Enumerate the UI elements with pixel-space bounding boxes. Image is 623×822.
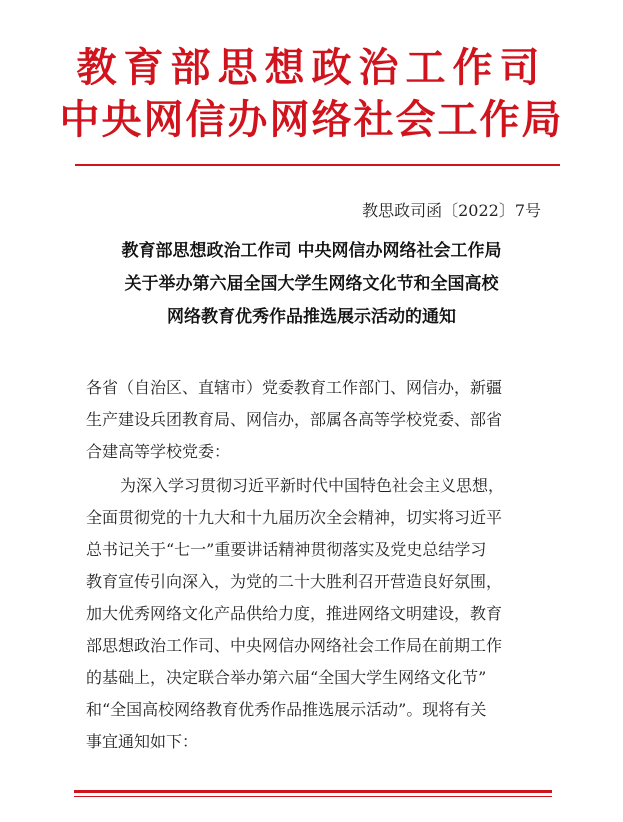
recipients-block <box>86 372 548 468</box>
paragraph-line: 的基础上，决定联合举办第六届“全国大学生网络文化节” <box>86 668 487 687</box>
paragraph-line: 部思想政治工作司、中央网信办网络社会工作局在前期工作 <box>86 636 503 655</box>
paragraph-line: 总书记关于“七一”重要讲话精神贯彻落实及党史总结学习 <box>86 540 487 559</box>
red-divider-bottom <box>74 790 552 793</box>
paragraph-line: 和“全国高校网络教育优秀作品推选展示活动”。现将有关 <box>86 700 487 719</box>
document-number: 教思政司函〔2022〕7号 <box>362 201 541 220</box>
title-line: 教育部思想政治工作司 中央网信办网络社会工作局 <box>121 241 502 261</box>
recipients-line: 合建高等学校党委： <box>86 442 231 461</box>
paragraph-line: 教育宣传引向深入，为党的二十大胜利召开营造良好氛围， <box>86 572 503 591</box>
paragraph-line: 事宜通知如下： <box>86 732 199 751</box>
title-line: 网络教育优秀作品推选展示活动的通知 <box>167 307 456 327</box>
title-line: 关于举办第六届全国大学生网络文化节和全国高校 <box>124 274 499 294</box>
recipients-line: 生产建设兵团教育局、网信办，部属各高等学校党委、部省 <box>86 410 503 429</box>
letterhead-line-1: 教育部思想政治工作司 <box>76 45 547 91</box>
letterhead-line-2: 中央网信办网络社会工作局 <box>59 97 564 143</box>
paragraph-line: 全面贯彻党的十九大和十九届历次全会精神，切实将习近平 <box>86 508 503 527</box>
document-title <box>60 235 563 334</box>
paragraph-line: 加大优秀网络文化产品供给力度，推进网络文明建设，教育 <box>86 604 503 623</box>
body-paragraph <box>86 470 548 758</box>
recipients-line: 各省（自治区、直辖市）党委教育工作部门、网信办，新疆 <box>86 378 503 397</box>
paragraph-line: 为深入学习贯彻习近平新时代中国特色社会主义思想， <box>120 476 505 495</box>
red-divider-bottom-thin <box>74 796 552 797</box>
red-divider-top <box>75 164 560 166</box>
